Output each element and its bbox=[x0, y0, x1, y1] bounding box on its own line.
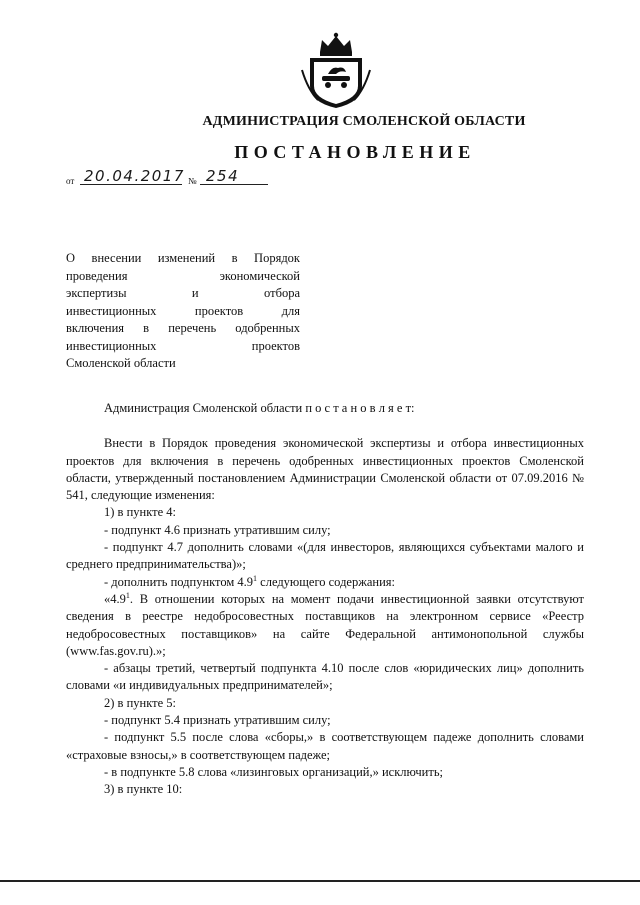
document-body bbox=[66, 400, 584, 799]
subject-line: О внесении изменений в Порядок bbox=[66, 251, 300, 265]
item-1-a: - подпункт 4.6 признать утратившим силу; bbox=[104, 522, 331, 537]
subject-line: включения в перечень одобренных bbox=[66, 321, 300, 335]
smolensk-coat-of-arms-icon bbox=[298, 30, 374, 110]
document-title: ПОСТАНОВЛЕНИЕ bbox=[234, 142, 476, 162]
item-3: 3) в пункте 10: bbox=[104, 782, 183, 797]
quoted-subitem: «$4.9^1$. В отношении которых на момент подачи инвестиционной заявки отсутствуют сведения в реестре недобросовестных поставщиков на электронном сервисе «Реестр недобросовестных поставщиков» на сайте Федеральной антимонопольной службы (www.fas.gov.ru).»; bbox=[66, 590, 584, 658]
page-bottom-rule bbox=[0, 880, 640, 882]
item-2-b: - подпункт 5.5 после слова «сборы,» в соответствующем падеже дополнить словами «страховые взносы,» в соответствующем падеже; bbox=[66, 730, 584, 762]
organization-name: АДМИНИСТРАЦИЯ СМОЛЕНСКОЙ ОБЛАСТИ bbox=[202, 114, 526, 129]
item-1-d: - абзацы третий, четвертый подпункта 4.10 после слов «юридических лиц» дополнить словами «и индивидуальных предпринимателей»; bbox=[66, 661, 584, 693]
subject-line: Смоленской области bbox=[66, 356, 176, 370]
subject-line: инвестиционных проектов bbox=[66, 338, 300, 353]
item-2-a: - подпункт 5.4 признать утратившим силу; bbox=[104, 713, 331, 728]
item-2-c: - в подпункте 5.8 слова «лизинговых организаций,» исключить; bbox=[104, 764, 443, 779]
item-1-b: - подпункт 4.7 дополнить словами «(для инвесторов, являющихся субъектами малого и среднего предпринимательства)»; bbox=[66, 540, 584, 572]
date-value: 20.04.2017 bbox=[84, 167, 185, 185]
subject-line: экспертизы и отбора bbox=[66, 286, 300, 300]
subject-line: инвестиционных проектов для bbox=[66, 303, 300, 318]
subject-block bbox=[66, 250, 300, 373]
intro-paragraph: Внести в Порядок проведения экономической экспертизы и отбора инвестиционных проектов для включения в перечень одобренных инвестиционных проектов Смоленской области, утвержденный постановлением Администрации Смоленской области от 07.09.2016 № 541, следующие изменения: bbox=[66, 436, 584, 503]
item-2: 2) в пункте 5: bbox=[104, 695, 176, 710]
subject-line: проведения экономической bbox=[66, 268, 300, 283]
item-1-c: - дополнить подпунктом $4.9^1$ следующего содержания: bbox=[104, 573, 396, 589]
number-label: № bbox=[188, 176, 197, 186]
date-label: от bbox=[66, 176, 75, 186]
item-1: 1) в пункте 4: bbox=[104, 505, 176, 520]
number-value: 254 bbox=[206, 167, 240, 185]
preamble: Администрация Смоленской области п о с т а н о в л я е т: bbox=[104, 401, 415, 415]
